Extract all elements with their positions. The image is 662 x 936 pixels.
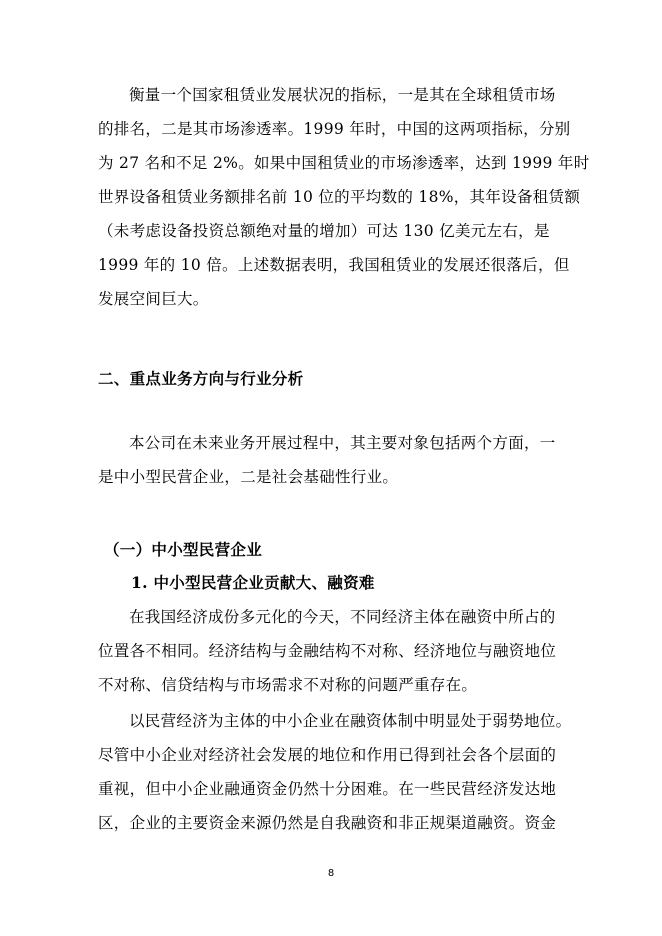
- paragraph-sme-financing: [98, 704, 572, 840]
- text-line: 以民营经济为主体的中小企业在融资体制中明显处于弱势地位。: [129, 712, 572, 730]
- subsection-heading: （一）中小型民营企业: [104, 540, 263, 559]
- text-line: 位置各不相同。经济结构与金融结构不对称、经济地位与融资地位: [98, 642, 557, 660]
- text-line: 区，企业的主要资金来源仍然是自我融资和非正规渠道融资。资金: [98, 814, 557, 832]
- text-line: 1999 年的 10 倍。上述数据表明，我国租赁业的发展还很落后，但: [98, 256, 570, 274]
- paragraph-leasing-indicators: [98, 78, 590, 316]
- text-line: 本公司在未来业务开展过程中，其主要对象包括两个方面，一: [129, 434, 556, 452]
- sub-subsection-heading: 1. 中小型民营企业贡献大、融资难: [131, 573, 375, 592]
- paragraph-economic-structure: [98, 600, 558, 702]
- text-line: 是中小型民营企业，二是社会基础性行业。: [98, 468, 399, 486]
- section-heading: 二、重点业务方向与行业分析: [98, 369, 304, 388]
- paragraph-business-targets: [98, 426, 558, 494]
- text-line: 不对称、信贷结构与市场需求不对称的问题严重存在。: [98, 676, 478, 694]
- text-line: 尽管中小企业对经济社会发展的地位和作用已得到社会各个层面的: [98, 746, 557, 764]
- text-line: 世界设备租赁业务额排名前 10 位的平均数的 18%，其年设备租赁额: [98, 188, 581, 206]
- text-line: （未考虑设备投资总额绝对量的增加）可达 130 亿美元左右，是: [98, 222, 550, 240]
- text-line: 的排名，二是其市场渗透率。1999 年时，中国的这两项指标，分别: [98, 120, 571, 138]
- page-number: 8: [327, 868, 335, 879]
- text-line: 重视，但中小企业融通资金仍然十分困难。在一些民营经济发达地: [98, 780, 557, 798]
- text-line: 在我国经济成份多元化的今天，不同经济主体在融资中所占的: [129, 608, 556, 626]
- text-line: 衡量一个国家租赁业发展状况的指标，一是其在全球租赁市场: [129, 86, 556, 104]
- text-line: 发展空间巨大。: [98, 290, 209, 308]
- text-line: 为 27 名和不足 2%。如果中国租赁业的市场渗透率，达到 1999 年时: [98, 154, 590, 172]
